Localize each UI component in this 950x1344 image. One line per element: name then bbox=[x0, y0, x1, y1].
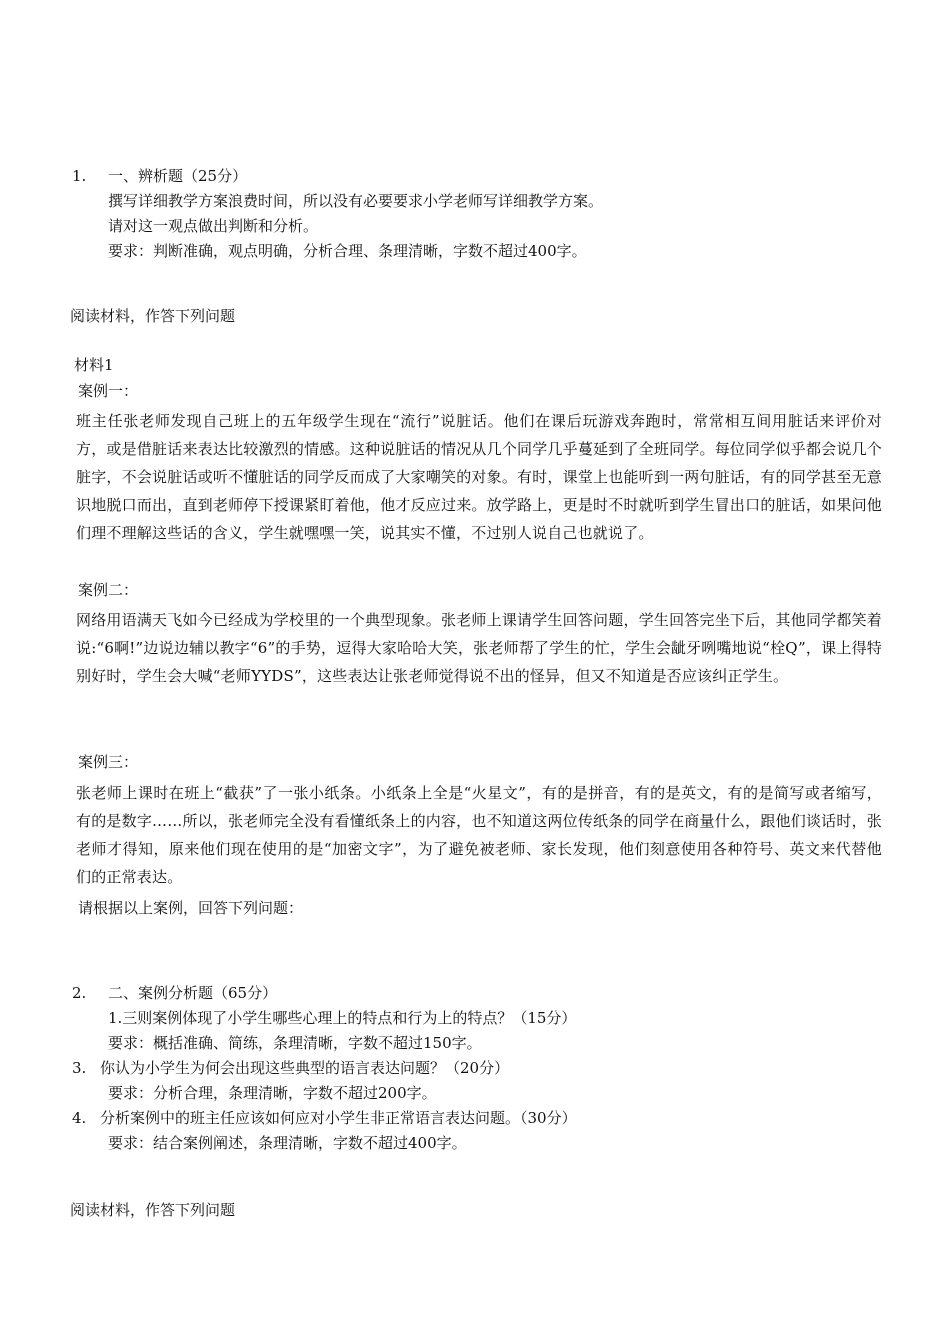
question-1-title: 一、辨析题（25分） bbox=[108, 167, 248, 185]
question-3-number: 3. bbox=[72, 1059, 87, 1077]
question-4-requirement: 要求：结合案例阐述，条理清晰，字数不超过400字。 bbox=[108, 1134, 467, 1152]
question-1-statement: 撰写详细教学方案浪费时间，所以没有必要要求小学老师写详细教学方案。 bbox=[108, 192, 604, 210]
question-2-number: 2. bbox=[72, 984, 87, 1002]
question-4-text: 分析案例中的班主任应该如何应对小学生非正常语言表达问题。（30分） bbox=[100, 1109, 577, 1127]
question-1-requirement: 要求：判断准确，观点明确，分析合理、条理清晰，字数不超过400字。 bbox=[108, 242, 587, 260]
question-1-instruction: 请对这一观点做出判断和分析。 bbox=[108, 217, 319, 235]
question-4-number: 4. bbox=[72, 1109, 87, 1127]
question-3-text: 你认为小学生为何会出现这些典型的语言表达问题？（20分） bbox=[100, 1059, 510, 1077]
case-3-text: 张老师上课时在班上“截获”了一张小纸条。小纸条上全是“火星文”，有的是拼音，有的是英文，有的是简写或者缩写，有的是数字……所以，张老师完全没有看懂纸条上的内容，也不知道这两位传纸条的同学在商量什么，跟他们谈话时，张老师才得知，原来他们现在使用的是“加密文字”，为了避免被老师、家长发现，他们刻意使用各种符号、英文来代替他们的正常表达。 bbox=[76, 784, 882, 886]
reading-heading: 阅读材料，作答下列问题 bbox=[70, 307, 236, 325]
case-2-text: 网络用语满天飞如今已经成为学校里的一个典型现象。张老师上课请学生回答问题，学生回答完坐下后，其他同学都笑着说:“6啊!”边说边辅以教字“6”的手势，逗得大家哈哈大笑，张老师帮了学生的忙，学生会龇牙咧嘴地说“栓Q”，课上得特别好时，学生会大喊“老师YYDS”，这些表达让张老师觉得说不出的怪异，但又不知道是否应该纠正学生。 bbox=[76, 611, 882, 685]
reading-heading-2: 阅读材料，作答下列问题 bbox=[70, 1201, 236, 1219]
question-2-title: 二、案例分析题（65分） bbox=[108, 984, 278, 1002]
case-1-text: 班主任张老师发现自己班上的五年级学生现在“流行”说脏话。他们在课后玩游戏奔跑时，常常相互间用脏话来评价对方，或是借脏话来表达比较激烈的情感。这种说脏话的情况从几个同学几乎蔓延到了全班同学。每位同学似乎都会说几个脏字，不会说脏话或听不懂脏话的同学反而成了大家嘲笑的对象。有时，课堂上也能听到一两句脏话，有的同学甚至无意识地脱口而出，直到老师停下授课紧盯着他，他才反应过来。放学路上，更是时不时就听到学生冒出口的脏话，如果问他们理不理解这些话的含义，学生就嘿嘿一笑，说其实不懂，不过别人说自己也就说了。 bbox=[76, 412, 882, 542]
case-3-label: 案例三： bbox=[78, 753, 139, 771]
case-2-label: 案例二： bbox=[78, 581, 139, 599]
case-prompt: 请根据以上案例，回答下列问题： bbox=[78, 899, 304, 917]
question-3-requirement: 要求：分析合理，条理清晰，字数不超过200字。 bbox=[108, 1084, 437, 1102]
question-1-number: 1. bbox=[72, 167, 87, 185]
question-2-sub-1: 1.三则案例体现了小学生哪些心理上的特点和行为上的特点？（15分） bbox=[108, 1009, 577, 1027]
material-label: 材料1 bbox=[74, 356, 114, 374]
case-1-label: 案例一： bbox=[78, 382, 139, 400]
question-2-requirement: 要求：概括准确、简练，条理清晰，字数不超过150字。 bbox=[108, 1034, 482, 1052]
